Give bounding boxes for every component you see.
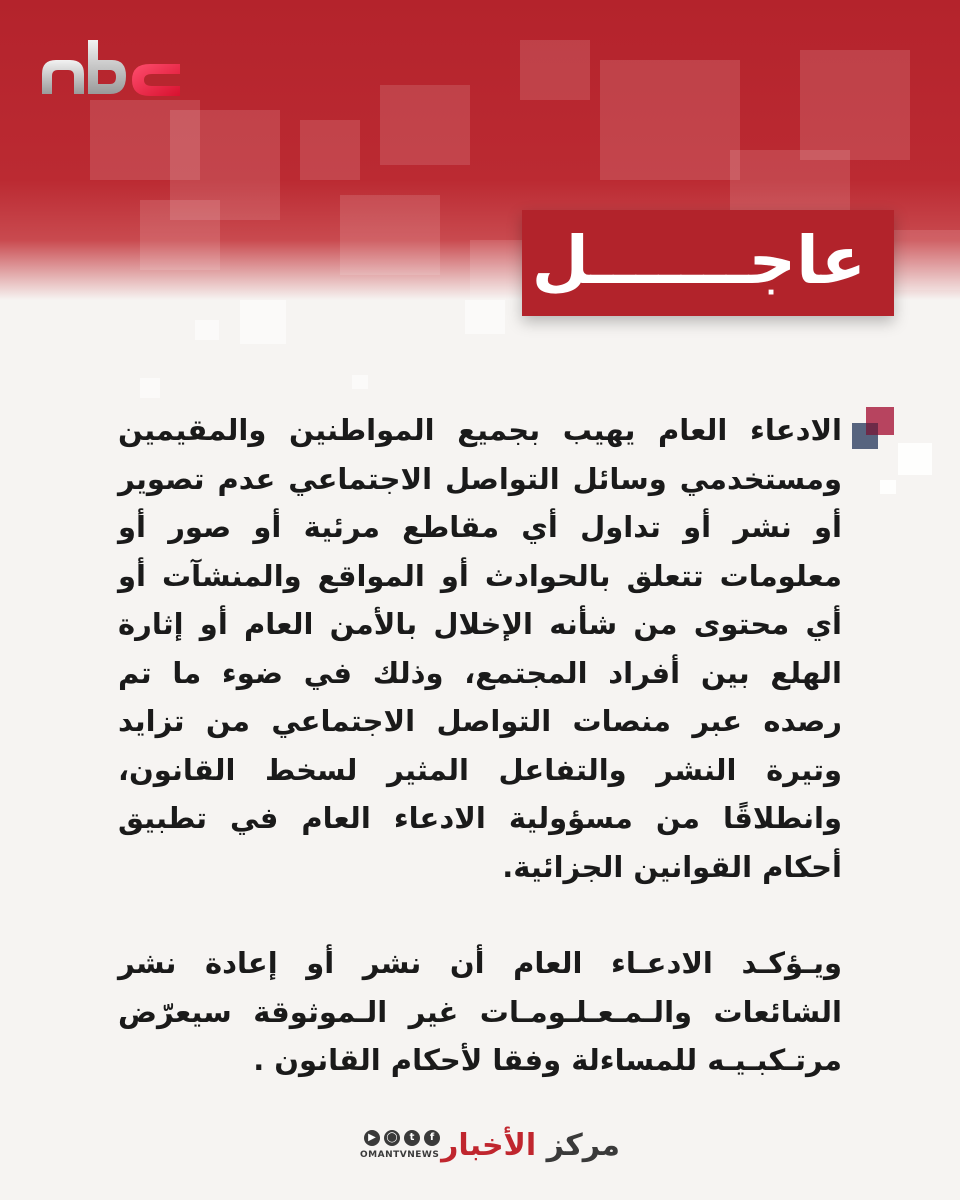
decor-square bbox=[340, 195, 440, 275]
decor-square bbox=[600, 60, 740, 180]
news-center-brand bbox=[441, 1126, 620, 1166]
decor-square bbox=[880, 480, 896, 494]
decor-square bbox=[140, 378, 160, 398]
decor-square bbox=[520, 40, 590, 100]
brand-word-1: مركز bbox=[546, 1128, 620, 1163]
social-handle: OMANTVNEWS bbox=[360, 1150, 440, 1160]
instagram-icon[interactable]: ◯ bbox=[384, 1130, 400, 1146]
decor-square bbox=[890, 230, 960, 290]
facebook-icon[interactable]: f bbox=[424, 1130, 440, 1146]
article-paragraph-1: الادعاء العام يهيب بجميع المواطنين والمقيمين ومستخدمي وسائل التواصل الاجتماعي عدم تصوير أو نشر أو تداول أي مقاطع مرئية أو صور أو معلومات تتعلق بالحوادث أو المواقع والمنشآت أو أي محتوى من شأنه الإخلال بالأمن العام أو إثارة الهلع بين أفراد المجتمع، وذلك في ضوء ما تم رصده عبر منصات التواصل الاجتماعي من تزايد وتيرة النشر والتفاعل المثير لسخط القانون، وانطلاقًا من مسؤولية الادعاء العام في تطبيق أحكام القوانين الجزائية. bbox=[118, 413, 842, 884]
youtube-icon[interactable]: ▶ bbox=[364, 1130, 380, 1146]
footer bbox=[360, 1120, 620, 1180]
badge-label: عاجـــــــل bbox=[531, 222, 866, 299]
decor-square bbox=[465, 300, 505, 334]
brand-word-2: الأخبار bbox=[441, 1128, 537, 1163]
decor-square bbox=[240, 300, 286, 344]
decor-square bbox=[195, 320, 219, 340]
twitter-icon[interactable]: t bbox=[404, 1130, 420, 1146]
article-paragraph-2: ويـؤكـد الادعـاء العام أن نشر أو إعادة نشر الشائعات والـمـعـلـومـات غير الـموثوقة سيعرّض مرتـكبـيـه للمساءلة وفقا لأحكام القانون . bbox=[118, 946, 842, 1077]
breaking-news-badge bbox=[522, 210, 894, 316]
decor-square bbox=[898, 443, 932, 475]
decor-square bbox=[140, 200, 220, 270]
social-icons bbox=[364, 1130, 444, 1150]
decor-square bbox=[380, 85, 470, 165]
decor-square bbox=[300, 120, 360, 180]
obc-logo bbox=[40, 34, 182, 104]
decor-square bbox=[800, 50, 910, 160]
decor-square bbox=[352, 375, 368, 389]
article-body bbox=[118, 406, 842, 1085]
bullet-squares-icon bbox=[850, 405, 900, 455]
